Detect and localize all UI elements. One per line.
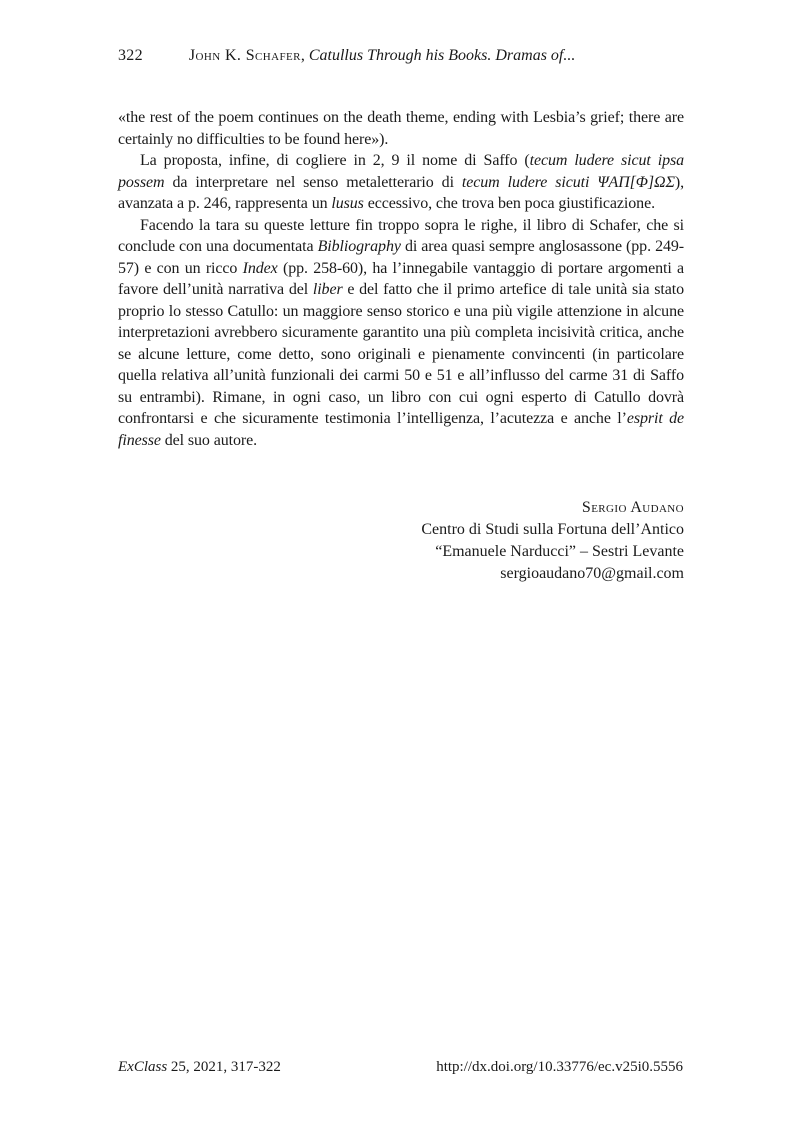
running-header bbox=[118, 47, 684, 65]
running-head-text bbox=[189, 47, 575, 65]
signature-affiliation-line2: “Emanuele Narducci” – Sestri Levante bbox=[435, 543, 684, 560]
italic-text-segment: tecum ludere sicuti ΨΑΠ[Φ]ΩΣ bbox=[461, 173, 675, 191]
review-body bbox=[118, 107, 684, 451]
italic-text-segment: liber bbox=[312, 281, 343, 298]
paragraph bbox=[118, 215, 684, 452]
text-segment: ), avanzata a p. 246, rappresenta un bbox=[118, 173, 684, 212]
paragraph bbox=[118, 150, 684, 215]
italic-text-segment: ExClass bbox=[118, 1059, 168, 1075]
running-head-separator: , bbox=[300, 47, 309, 64]
italic-text-segment: tecum ludere sicut ipsa possem bbox=[118, 152, 685, 191]
paragraph bbox=[118, 107, 684, 150]
doi-link[interactable]: http://dx.doi.org/10.33776/ec.v25i0.5556 bbox=[436, 1059, 683, 1075]
italic-text-segment: esprit de finesse bbox=[118, 410, 685, 449]
page-footer bbox=[118, 1059, 683, 1076]
page-content bbox=[118, 47, 684, 585]
signature-block bbox=[118, 497, 684, 585]
text-segment: da interpretare nel senso metaletterario di bbox=[164, 173, 462, 191]
text-segment: del suo autore. bbox=[160, 431, 258, 449]
journal-reference bbox=[118, 1059, 281, 1076]
italic-text-segment: Index bbox=[242, 259, 278, 277]
running-head-title: Catullus Through his Books. Dramas of... bbox=[308, 47, 576, 64]
italic-text-segment: lusus bbox=[331, 195, 364, 212]
italic-text-segment: Bibliography bbox=[317, 238, 401, 255]
text-segment: di area quasi sempre anglosassone (pp. 249-57) e con un ricco bbox=[118, 238, 685, 277]
signature-name: Sergio Audano bbox=[581, 499, 684, 516]
text-segment: «the rest of the poem continues on the death theme, ending with Lesbia’s grief; there are certainly no difficulties to be found here»). bbox=[118, 109, 684, 148]
signature-affiliation-line1: Centro di Studi sulla Fortuna dell’Antico bbox=[421, 521, 684, 538]
text-segment: Facendo la tara su queste letture fin troppo sopra le righe, il libro di Schafer, che si conclude con una documentata bbox=[118, 216, 684, 255]
text-segment: La proposta, infine, di cogliere in 2, 9 il nome di Saffo ( bbox=[140, 152, 530, 169]
text-segment: 25, 2021, 317-322 bbox=[167, 1059, 281, 1075]
text-segment: e del fatto che il primo artefice di tale unità sia stato proprio lo stesso Catullo: un maggiore senso storico e una più vigile attenzione in alcune interpretazioni avrebbero sicuramente garantito una più completa incisività critica, anche se alcune letture, come detto, sono originali e pienamente convincenti (in particolare quella relativa all’unità funzionali dei carmi 50 e 51 e all’influsso del carme 31 di Saffo su entrambi). Rimane, in ogni caso, un libro con cui ogni esperto di Catullo dovrà confrontarsi e che sicuramente testimonia l’intelligenza, l’acutezza e anche l’ bbox=[118, 281, 684, 427]
running-head-author: John K. Schafer bbox=[188, 47, 301, 64]
text-segment: (pp. 258-60), ha l’innegabile vantaggio di portare argomenti a favore dell’unità narrativa del bbox=[118, 259, 685, 298]
text-segment: eccessivo, che trova ben poca giustificazione. bbox=[363, 195, 655, 212]
page-number: 322 bbox=[118, 47, 143, 64]
signature-email[interactable]: sergioaudano70@gmail.com bbox=[500, 565, 684, 582]
